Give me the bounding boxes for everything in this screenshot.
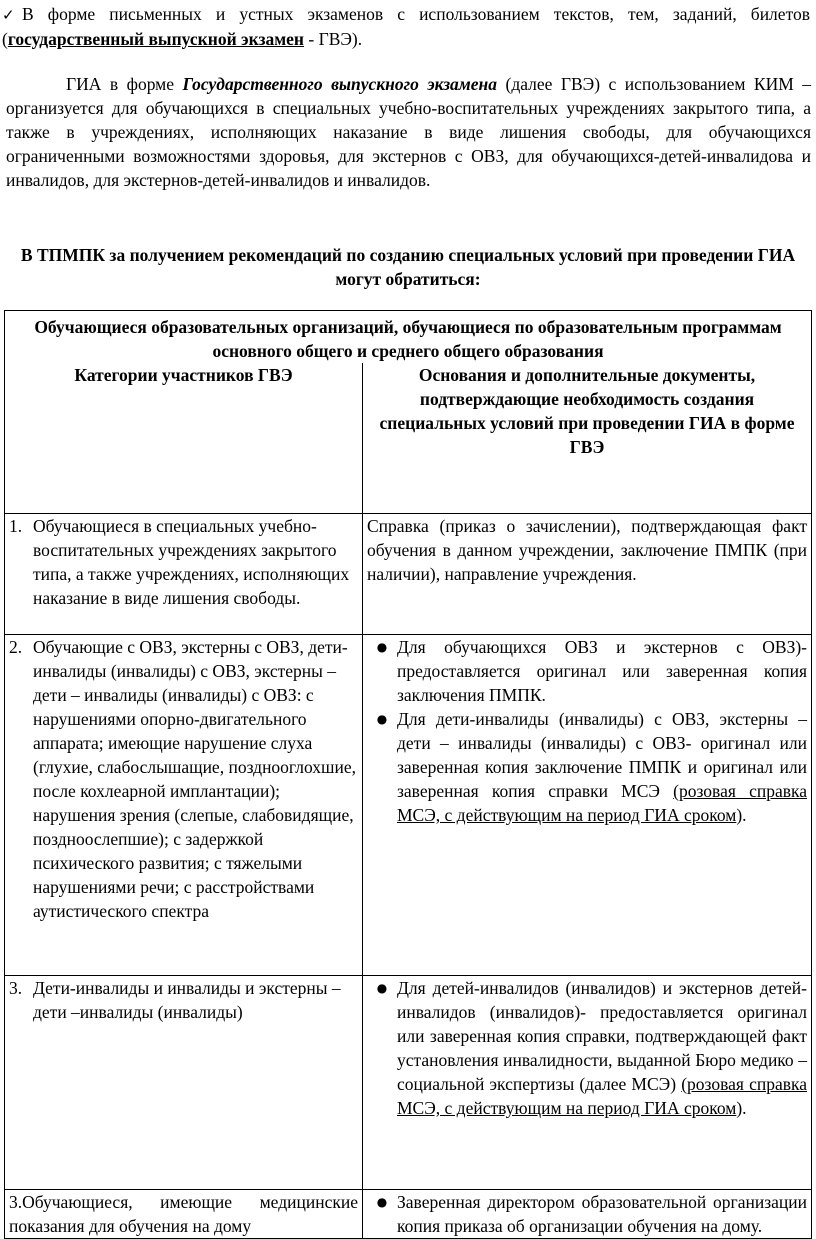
documents-cell: Справка (приказ о зачислении), подтверждающая факт обучения в данном учреждении, заключение ПМПК (при наличии), направление учреждения.	[363, 514, 812, 635]
column-header-categories: Категории участников ГВЭ	[5, 363, 363, 514]
paragraph-emphasis: Государственного выпускного экзамена	[182, 74, 498, 94]
intro-text-1: В форме письменных и устных экзаменов с использованием текстов, тем, заданий, билетов (	[2, 4, 810, 49]
paragraph-text-1: ГИА в форме	[66, 74, 183, 94]
category-cell	[5, 976, 363, 1190]
category-cell	[5, 635, 363, 976]
column-header-documents: Основания и дополнительные документы, подтверждающие необходимость создания специальных условий при проведении ГИА в форме ГВЭ	[363, 363, 812, 514]
table-row	[5, 635, 812, 976]
category-text: Обучающие с ОВЗ, экстерны с ОВЗ, дети-инвалиды (инвалиды) с ОВЗ, экстерны – дети – инвалиды (инвалиды) с ОВЗ: с нарушениями опорно-двигательного аппарата; имеющие нарушение слуха (глухие, слабослышащие, позднооглохшие, после кохлеарной имплантации); нарушения зрения (слепые, слабовидящие, поздноослепшие); с задержкой психического развития; с тяжелыми нарушениями речи; с расстройствами аутистического спектра	[33, 637, 356, 921]
documents-cell	[363, 1190, 812, 1239]
category-cell	[5, 514, 363, 635]
list-item	[367, 976, 807, 1120]
table-row	[5, 1190, 812, 1239]
bullet-text: Заверенная директором образовательной организации копия приказа об организации обучения на дому.	[397, 1192, 807, 1236]
bullet-text: Для дети-инвалиды (инвалиды) с ОВЗ, экстерны – дети – инвалиды (инвалиды) с ОВЗ- оригинал или заверенная копия заключение ПМПК и оригинал или заверенная копия справки МСЭ (розовая справка МСЭ, с действующим на период ГИА сроком).	[397, 709, 808, 825]
bullet-icon: ●	[376, 1195, 388, 1209]
requirements-table	[4, 310, 812, 1239]
table-row	[5, 514, 812, 635]
row-number: 3.	[9, 978, 23, 998]
bullet-icon: ●	[376, 712, 388, 726]
bullet-icon: ●	[376, 981, 388, 995]
documents-cell	[363, 976, 812, 1190]
intro-line	[2, 2, 810, 51]
table-row	[5, 976, 812, 1190]
category-text: Обучающиеся в специальных учебно-воспитательных учреждениях закрытого типа, а также учреждениях, исполняющих наказание в виде лишения свободы.	[33, 516, 350, 608]
row-number: 2.	[9, 637, 23, 657]
underlined-note: (розовая справка МСЭ, с действующим на период ГИА сроком	[397, 781, 808, 825]
category-text: Дети-инвалиды и инвалиды и экстерны – дети –инвалиды (инвалиды)	[33, 978, 341, 1022]
table-span-header: Обучающиеся образовательных организаций, обучающиеся по образовательным программам основного общего и среднего общего образования	[5, 311, 812, 364]
underlined-note: (розовая справка МСЭ, с действующим на период ГИА сроком	[397, 1074, 808, 1118]
intro-underlined: государственный выпускной экзамен	[7, 29, 304, 49]
bullet-text: Для обучающихся ОВЗ и экстернов с ОВЗ)- предоставляется оригинал или заверенная копия заключения ПМПК.	[397, 637, 807, 705]
check-icon: ✓	[2, 6, 15, 24]
section-heading: В ТПМПК за получением рекомендаций по созданию специальных условий при проведении ГИА могут обратиться:	[20, 245, 796, 289]
list-item	[367, 635, 807, 707]
gve-paragraph	[6, 72, 811, 192]
list-item	[367, 1190, 807, 1238]
bullet-text: Для детей-инвалидов (инвалидов) и экстернов детей-инвалидов (инвалидов)- предоставляется оригинал или заверенная копия справки, подтверждающей факт установления инвалидности, выданной Бюро медико –социальной экспертизы (далее МСЭ) (розовая справка МСЭ, с действующим на период ГИА сроком).	[397, 978, 808, 1118]
list-item	[367, 707, 807, 827]
bullet-icon: ●	[376, 640, 388, 654]
paragraph-text-2: (далее ГВЭ) с использованием КИМ – организуется для обучающихся в специальных учебно-воспитательных учреждениях закрытого типа, а также в учреждениях, исполняющих наказание в виде лишения свободы, для обучающихся ограниченными возможностями здоровья, для экстернов с ОВЗ, для обучающихся-детей-инвалидова и инвалидов, для экстернов-детей-инвалидов и инвалидов.	[6, 74, 812, 190]
category-text: 3.Обучающиеся, имеющие медицинские показания для обучения на дому	[5, 1190, 363, 1239]
row-number: 1.	[9, 516, 23, 536]
intro-text-2: - ГВЭ).	[304, 29, 363, 49]
documents-cell	[363, 635, 812, 976]
